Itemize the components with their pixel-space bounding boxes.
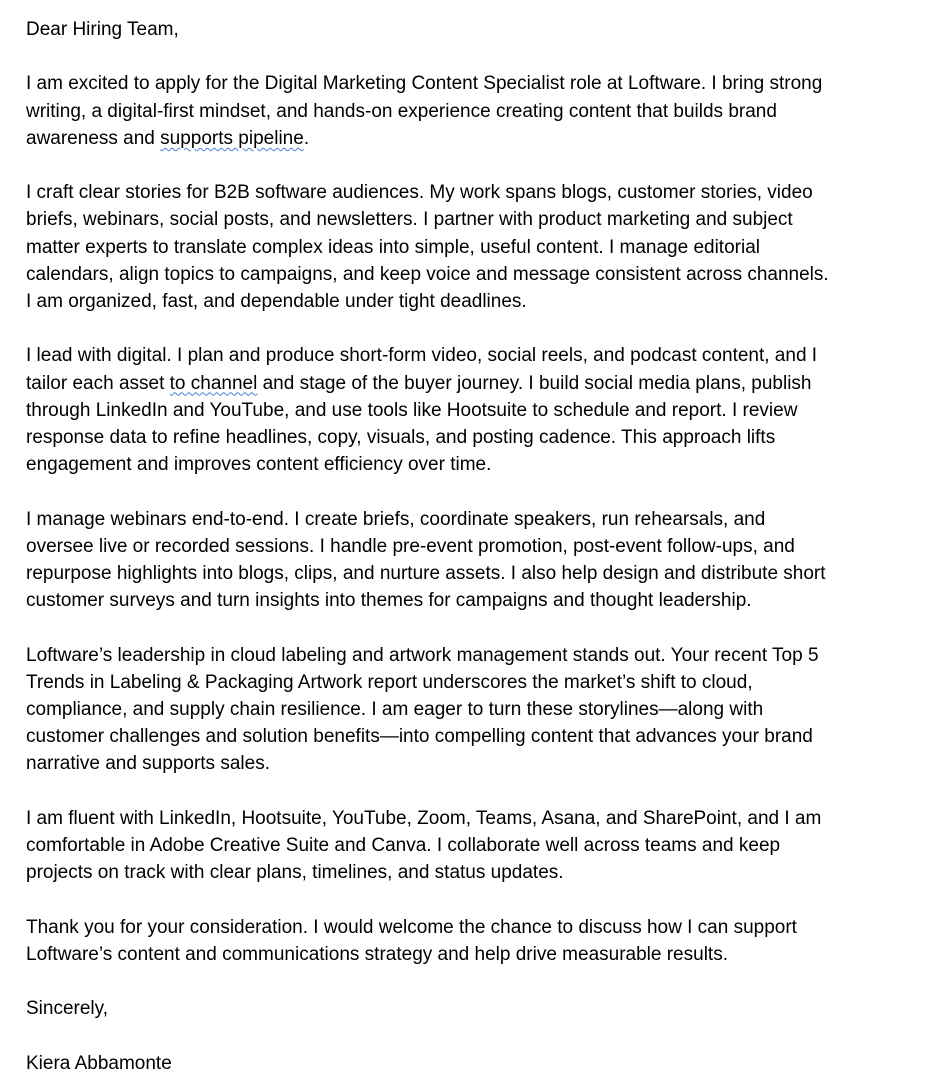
signature: Kiera Abbamonte bbox=[26, 1052, 172, 1074]
paragraph-tools: I am fluent with LinkedIn, Hootsuite, YouTube, Zoom, Teams, Asana, and SharePoint, and I am comfortable in Adobe Creative Suite and Canva. I collaborate well across teams and keep projects on track with clear plans, timelines, and status updates. bbox=[26, 807, 822, 884]
paragraph-thanks: Thank you for your consideration. I would welcome the chance to discuss how I can support Loftware’s content and communications strategy and help drive measurable results. bbox=[26, 916, 797, 965]
paragraph-webinars: I manage webinars end-to-end. I create briefs, coordinate speakers, run rehearsals, and oversee live or recorded sessions. I handle pre-event promotion, post-event follow-ups, and repurpose highlights into blogs, clips, and nurture assets. I also help design and distribute short customer surveys and turn insights into themes for campaigns and thought leadership. bbox=[26, 508, 826, 612]
paragraph-digital-rest: and stage of the buyer journey. I build social media plans, publish through LinkedIn and YouTube, and use tools like Hootsuite to schedule and report. I review response data to refine headlines, copy, visuals, and posting cadence. This approach lifts engagement and improves content efficiency over time. bbox=[26, 372, 812, 476]
paragraph-digital bbox=[26, 342, 932, 478]
spellcheck-flagged-phrase[interactable]: supports pipeline bbox=[160, 127, 304, 149]
paragraph-intro-text: I am excited to apply for the Digital Marketing Content Specialist role at Loftware. I bring strong writing, a digital-first mindset, and hands-on experience creating content that builds brand awareness and bbox=[26, 73, 823, 149]
paragraph-intro-end: . bbox=[303, 127, 310, 149]
spellcheck-flagged-phrase[interactable]: to channel bbox=[169, 372, 258, 394]
paragraph-intro bbox=[26, 70, 932, 152]
paragraph-company: Loftware’s leadership in cloud labeling and artwork management stands out. Your recent Top 5 Trends in Labeling & Packaging Artwork report underscores the market’s shift to cloud, compliance, and supply chain resilience. I am eager to turn these storylines—along with customer challenges and solution benefits—into compelling content that advances your brand narrative and supports sales. bbox=[26, 644, 819, 775]
closing: Sincerely, bbox=[26, 998, 109, 1020]
paragraph-digital-text: I lead with digital. I plan and produce short-form video, social reels, and podcast content, and I tailor each asset bbox=[26, 345, 818, 394]
paragraph-storytelling: I craft clear stories for B2B software audiences. My work spans blogs, customer stories, video briefs, webinars, social posts, and newsletters. I partner with product marketing and subject matter experts to translate complex ideas into simple, useful content. I manage editorial calendars, align topics to campaigns, and keep voice and message consistent across channels. I am organized, fast, and dependable under tight deadlines. bbox=[26, 182, 829, 312]
salutation: Dear Hiring Team, bbox=[26, 19, 179, 40]
